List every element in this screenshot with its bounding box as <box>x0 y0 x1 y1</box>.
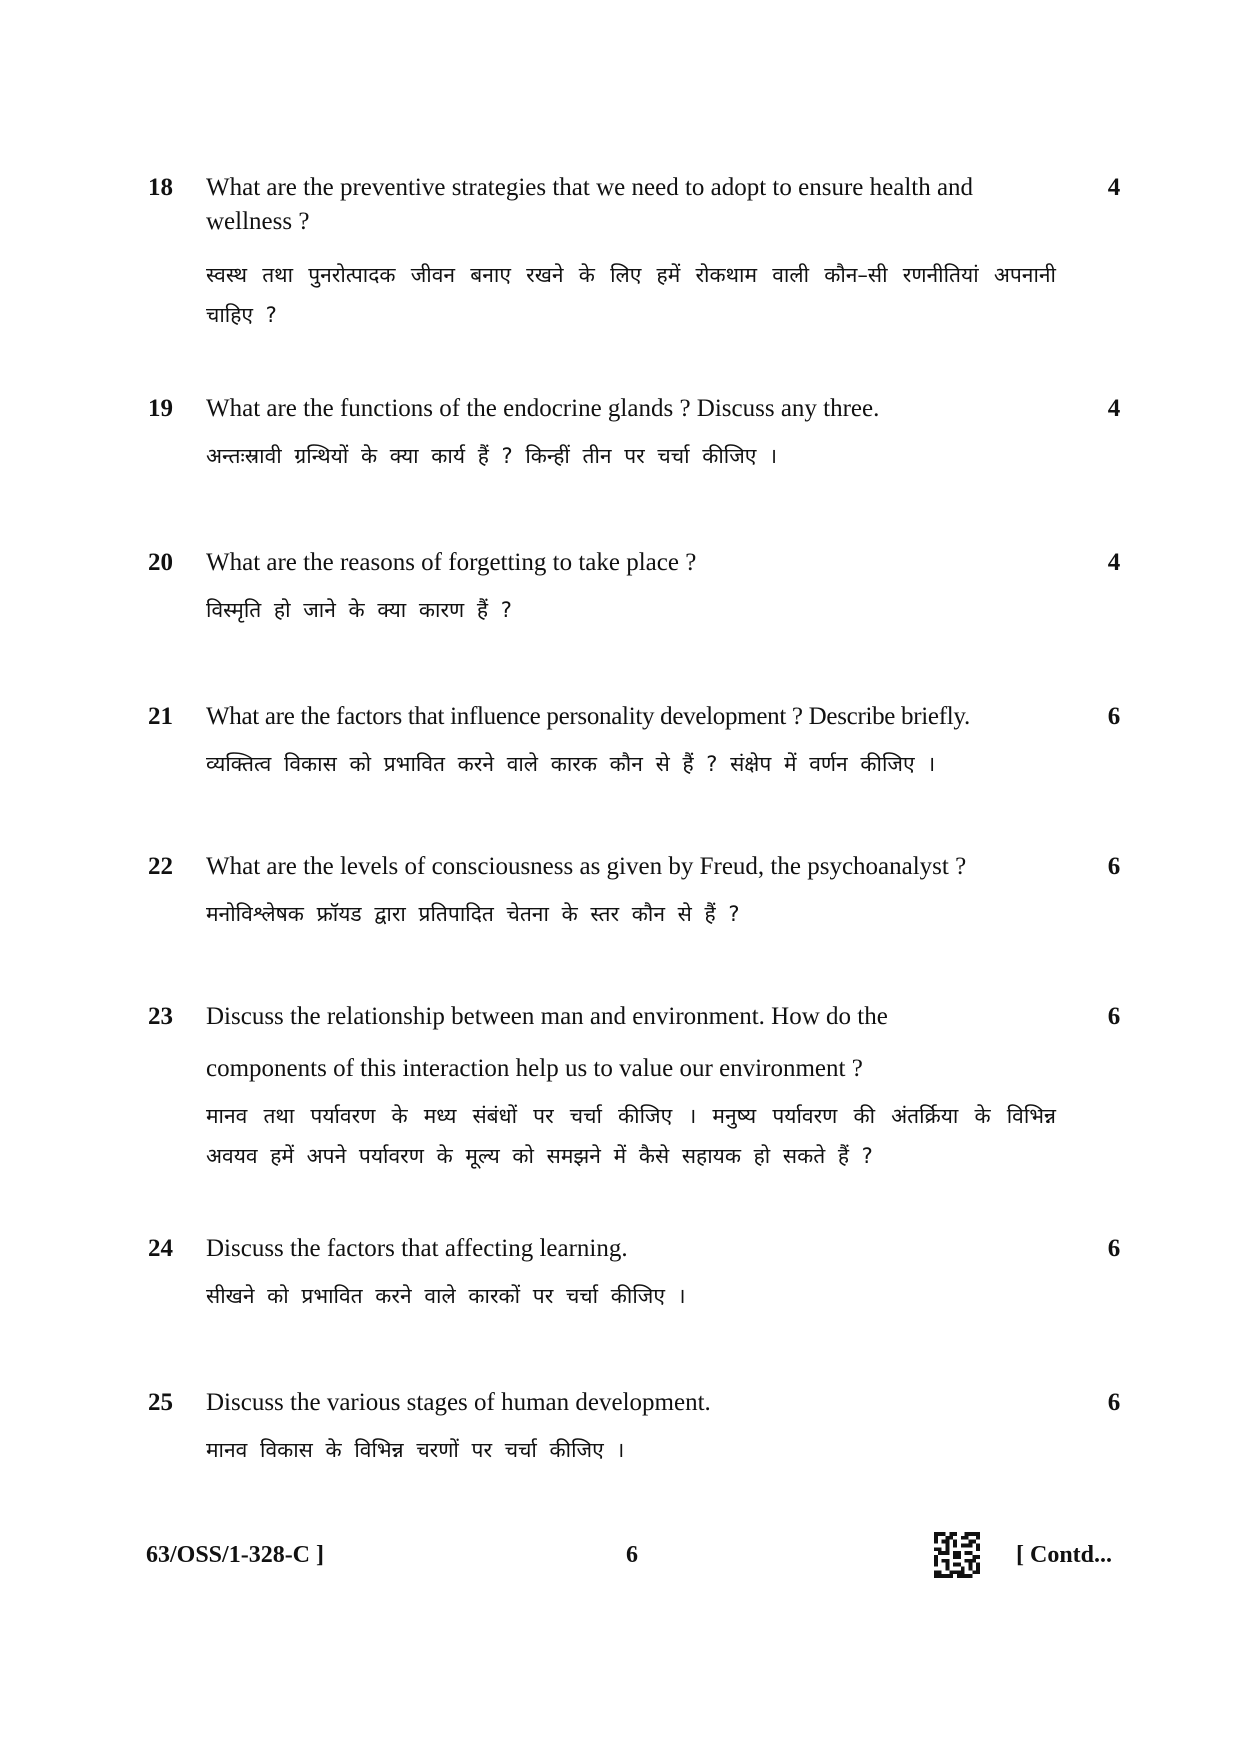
question-text-english: What are the levels of consciousness as given by Freud, the psychoanalyst ? <box>206 853 967 880</box>
question-text-hindi: मनोविश्लेषक फ्रॉयड द्वारा प्रतिपादित चेतना के स्तर कौन से हैं ? <box>206 902 740 926</box>
question-text-hindi: मानव तथा पर्यावरण के मध्य संबंधों पर चर्चा कीजिए । मनुष्य पर्यावरण की अंतर्क्रिया के विभिन्न अवयव हमें अपने पर्यावरण के मूल्य को समझने में कैसे सहायक हो सकते हैं ? <box>206 1104 1056 1168</box>
question-number: 18 <box>148 174 173 201</box>
paper-code: 63/OSS/1-328-C ] <box>146 1542 325 1568</box>
question-text-hindi: सीखने को प्रभावित करने वाले कारकों पर चर्चा कीजिए । <box>206 1284 686 1308</box>
question-text-english: Discuss the various stages of human development. <box>206 1389 711 1416</box>
question-number: 25 <box>148 1389 173 1416</box>
question-marks: 6 <box>1107 1389 1121 1416</box>
question-number: 19 <box>148 395 173 422</box>
question-text-english: What are the factors that influence personality development ? Describe briefly. <box>206 703 970 730</box>
question-text-hindi: स्वस्थ तथा पुनरोत्पादक जीवन बनाए रखने के लिए हमें रोकथाम वाली कौन–सी रणनीतियां अपनानी चाहिए ? <box>206 263 1056 327</box>
question-number: 22 <box>148 853 173 880</box>
qr-code-icon <box>934 1532 980 1578</box>
question-number: 21 <box>148 703 173 730</box>
question-text-hindi: विस्मृति हो जाने के क्या कारण हैं ? <box>206 598 512 622</box>
question-marks: 6 <box>1107 1235 1121 1262</box>
question-marks: 4 <box>1107 549 1121 576</box>
page-number: 6 <box>626 1542 638 1568</box>
question-marks: 4 <box>1107 174 1121 201</box>
question-marks: 6 <box>1107 1003 1121 1030</box>
question-number: 20 <box>148 549 173 576</box>
question-text-english: What are the functions of the endocrine glands ? Discuss any three. <box>206 395 880 422</box>
question-text-hindi: मानव विकास के विभिन्न चरणों पर चर्चा कीजिए । <box>206 1438 625 1462</box>
continued-label: [ Contd... <box>1016 1542 1113 1568</box>
question-marks: 6 <box>1107 853 1121 880</box>
question-text-english: What are the preventive strategies that we need to adopt to ensure health and wellness ? <box>206 174 974 235</box>
question-marks: 4 <box>1107 395 1121 422</box>
page-footer <box>0 1538 1240 1588</box>
question-text-english-line2: components of this interaction help us to value our environment ? <box>206 1055 863 1082</box>
question-number: 24 <box>148 1235 173 1262</box>
question-text-hindi: अन्तःस्रावी ग्रन्थियों के क्या कार्य हैं ? किन्हीं तीन पर चर्चा कीजिए । <box>206 444 778 468</box>
question-number: 23 <box>148 1003 173 1030</box>
question-text-english: Discuss the factors that affecting learning. <box>206 1235 628 1262</box>
question-text-english: What are the reasons of forgetting to take place ? <box>206 549 697 576</box>
question-marks: 6 <box>1107 703 1121 730</box>
question-text-english-line1: Discuss the relationship between man and environment. How do the <box>206 1003 888 1030</box>
question-text-hindi: व्यक्तित्व विकास को प्रभावित करने वाले कारक कौन से हैं ? संक्षेप में वर्णन कीजिए । <box>206 752 936 776</box>
